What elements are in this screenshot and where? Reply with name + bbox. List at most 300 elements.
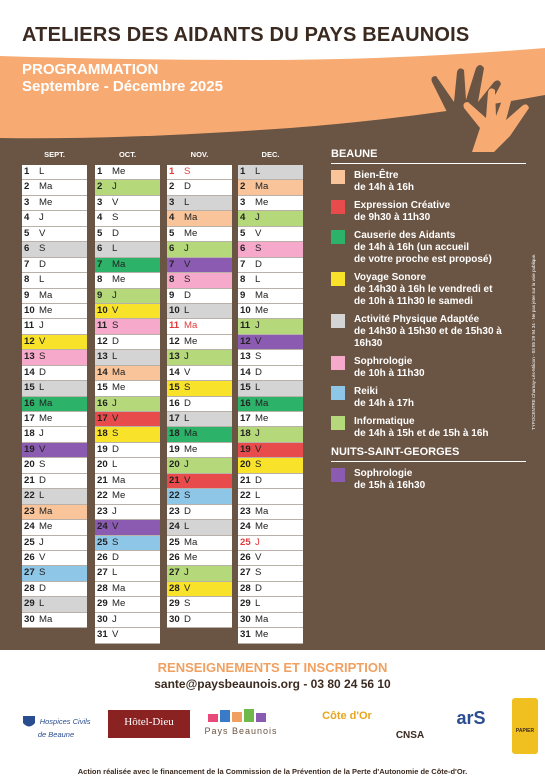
day-weekday: L xyxy=(255,490,261,502)
day-activity xyxy=(194,397,232,411)
day-activity xyxy=(122,597,160,611)
day-row xyxy=(238,489,303,504)
day-activity xyxy=(122,319,160,333)
day-activity xyxy=(49,180,87,194)
day-row xyxy=(167,489,232,504)
legend-title: Sophrologie xyxy=(354,356,413,367)
day-number: 22 xyxy=(97,490,108,502)
day-row xyxy=(95,566,160,581)
day-weekday: V xyxy=(184,582,191,594)
legend-schedule: de 10h à 11h30 xyxy=(354,368,425,379)
day-activity xyxy=(265,613,303,627)
cote-dor-label: Côte d'Or xyxy=(322,710,372,722)
day-activity xyxy=(122,582,160,596)
day-number: 9 xyxy=(97,289,103,301)
day-weekday: Ma xyxy=(39,613,53,625)
day-number: 23 xyxy=(169,505,180,517)
day-number: 5 xyxy=(240,227,246,239)
papier-logo xyxy=(512,698,538,754)
day-number: 1 xyxy=(169,166,175,177)
legend-title: Sophrologie xyxy=(354,468,413,479)
legend-title: Bien-Être xyxy=(354,170,399,181)
legend-item xyxy=(331,356,526,380)
day-number: 14 xyxy=(240,366,251,378)
day-weekday: L xyxy=(184,304,190,316)
day-weekday: Ma xyxy=(184,536,198,548)
day-activity xyxy=(122,304,160,318)
day-weekday: Ma xyxy=(39,397,53,409)
day-row xyxy=(22,412,87,427)
logos-row xyxy=(0,708,545,758)
day-row xyxy=(95,335,160,350)
day-number: 26 xyxy=(97,551,108,563)
day-row xyxy=(95,242,160,257)
day-number: 15 xyxy=(240,382,251,394)
hospices-emblem-icon xyxy=(21,714,37,730)
day-number: 17 xyxy=(24,413,35,424)
day-activity xyxy=(49,505,87,519)
day-row xyxy=(95,489,160,504)
day-activity xyxy=(265,443,303,457)
day-row xyxy=(22,196,87,211)
legend-schedule: de 14h à 17h xyxy=(354,398,415,409)
day-row xyxy=(22,180,87,195)
ars-label: arS xyxy=(456,708,486,728)
day-number: 25 xyxy=(97,536,108,548)
day-weekday: D xyxy=(184,613,191,625)
contact-line: sante@paysbeaunois.org - 03 80 24 56 10 xyxy=(154,677,391,691)
day-number: 10 xyxy=(240,304,251,316)
cnsa-logo xyxy=(380,708,440,741)
day-number: 2 xyxy=(169,181,175,193)
day-activity xyxy=(265,520,303,534)
day-weekday: D xyxy=(184,505,191,517)
day-number: 4 xyxy=(97,212,103,224)
day-activity xyxy=(122,443,160,457)
day-activity xyxy=(194,597,232,611)
day-row xyxy=(238,536,303,551)
day-number: 16 xyxy=(24,397,35,409)
day-activity xyxy=(122,335,160,349)
day-activity xyxy=(265,350,303,364)
legend-swatch xyxy=(331,314,345,328)
day-row xyxy=(95,289,160,304)
day-number: 1 xyxy=(24,166,30,177)
day-weekday: D xyxy=(39,582,46,594)
day-weekday: D xyxy=(112,551,119,563)
day-activity xyxy=(265,165,303,179)
day-number: 13 xyxy=(97,351,108,363)
day-number: 9 xyxy=(240,289,246,301)
day-activity xyxy=(194,335,232,349)
legend-swatch xyxy=(331,170,345,184)
month-label: OCT. xyxy=(118,150,137,159)
day-weekday: Me xyxy=(39,413,53,424)
day-activity xyxy=(49,319,87,333)
day-number: 29 xyxy=(240,598,251,610)
day-number: 19 xyxy=(240,443,251,455)
day-number: 8 xyxy=(240,274,246,286)
day-weekday: Ma xyxy=(184,212,198,224)
day-weekday: D xyxy=(255,474,262,486)
day-activity xyxy=(122,505,160,519)
day-number: 24 xyxy=(240,521,251,533)
day-row xyxy=(238,458,303,473)
day-activity xyxy=(265,273,303,287)
day-activity xyxy=(194,474,232,488)
day-weekday: Me xyxy=(112,166,126,177)
day-row xyxy=(95,350,160,365)
day-weekday: Ma xyxy=(39,289,53,301)
day-weekday: J xyxy=(39,320,44,332)
day-activity xyxy=(265,366,303,380)
day-number: 7 xyxy=(97,258,103,270)
day-activity xyxy=(194,165,232,179)
legend-title: Informatique xyxy=(354,416,415,427)
day-number: 24 xyxy=(169,521,180,533)
legend-text xyxy=(354,200,450,224)
day-weekday: S xyxy=(112,320,119,332)
day-activity xyxy=(49,289,87,303)
legend-item xyxy=(331,170,526,194)
day-activity xyxy=(122,397,160,411)
day-number: 10 xyxy=(169,304,180,316)
day-number: 6 xyxy=(169,243,175,255)
day-activity xyxy=(194,613,232,627)
day-row xyxy=(238,628,303,643)
day-weekday: V xyxy=(184,474,191,486)
day-row xyxy=(238,397,303,412)
day-activity xyxy=(49,412,87,426)
day-activity xyxy=(265,335,303,349)
day-weekday: J xyxy=(184,459,189,471)
day-weekday: D xyxy=(39,366,46,378)
day-row xyxy=(22,211,87,226)
day-weekday: Me xyxy=(255,521,269,533)
day-weekday: Me xyxy=(112,274,126,286)
day-weekday: V xyxy=(184,258,191,270)
day-weekday: J xyxy=(112,613,117,625)
day-weekday: V xyxy=(184,366,191,378)
day-activity xyxy=(194,242,232,256)
day-weekday: D xyxy=(255,582,262,594)
day-activity xyxy=(194,211,232,225)
legend-swatch xyxy=(331,386,345,400)
day-activity xyxy=(122,520,160,534)
day-row xyxy=(167,427,232,442)
pays-beaunois-logo xyxy=(200,708,282,736)
day-row xyxy=(167,443,232,458)
day-activity xyxy=(122,536,160,550)
day-number: 27 xyxy=(97,567,108,579)
day-row xyxy=(95,319,160,334)
day-activity xyxy=(265,566,303,580)
day-row xyxy=(95,165,160,180)
legend-schedule: 16h30 xyxy=(354,338,383,349)
day-weekday: S xyxy=(39,351,46,363)
day-number: 11 xyxy=(24,320,35,332)
day-activity xyxy=(49,258,87,272)
day-number: 21 xyxy=(24,474,35,486)
day-number: 17 xyxy=(169,413,180,424)
day-activity xyxy=(194,304,232,318)
day-row xyxy=(238,366,303,381)
day-number: 20 xyxy=(24,459,35,471)
day-activity xyxy=(49,165,87,179)
day-activity xyxy=(265,412,303,426)
day-row xyxy=(167,227,232,242)
day-weekday: S xyxy=(112,428,119,440)
day-activity xyxy=(122,381,160,395)
day-number: 12 xyxy=(24,335,35,347)
day-row xyxy=(22,443,87,458)
day-weekday: S xyxy=(255,243,262,255)
day-number: 24 xyxy=(97,521,108,533)
day-row xyxy=(95,211,160,226)
day-activity xyxy=(265,597,303,611)
day-number: 21 xyxy=(169,474,180,486)
day-activity xyxy=(122,350,160,364)
day-number: 19 xyxy=(24,443,35,455)
day-activity xyxy=(265,505,303,519)
day-row xyxy=(167,304,232,319)
day-activity xyxy=(49,366,87,380)
day-activity xyxy=(265,180,303,194)
day-weekday: V xyxy=(39,335,46,347)
day-weekday: Ma xyxy=(112,474,126,486)
day-activity xyxy=(194,366,232,380)
day-row xyxy=(167,520,232,535)
day-weekday: V xyxy=(255,551,262,563)
day-row xyxy=(238,304,303,319)
day-weekday: D xyxy=(255,258,262,270)
day-number: 2 xyxy=(24,181,30,193)
day-number: 12 xyxy=(240,335,251,347)
day-weekday: Ma xyxy=(39,181,53,193)
subtitle-programmation: PROGRAMMATION xyxy=(22,61,159,78)
legend-item xyxy=(331,230,526,266)
day-row xyxy=(95,366,160,381)
day-row xyxy=(95,196,160,211)
day-weekday: J xyxy=(39,212,44,224)
day-row xyxy=(22,551,87,566)
day-activity xyxy=(194,582,232,596)
hands-illustration xyxy=(402,52,532,152)
day-activity xyxy=(265,381,303,395)
day-row xyxy=(238,474,303,489)
day-row xyxy=(95,273,160,288)
day-row xyxy=(238,319,303,334)
day-number: 20 xyxy=(240,459,251,471)
day-row xyxy=(238,258,303,273)
day-number: 19 xyxy=(97,443,108,455)
day-weekday: J xyxy=(112,397,117,409)
day-row xyxy=(22,597,87,612)
day-activity xyxy=(265,474,303,488)
day-weekday: L xyxy=(39,274,45,286)
day-row xyxy=(95,227,160,242)
day-number: 5 xyxy=(24,227,30,239)
day-number: 6 xyxy=(97,243,103,255)
day-row xyxy=(95,505,160,520)
legend-section-beaune: BEAUNE xyxy=(331,148,526,164)
day-number: 22 xyxy=(169,490,180,502)
day-number: 23 xyxy=(97,505,108,517)
legend-schedule: de 15h à 16h30 xyxy=(354,480,426,491)
day-activity xyxy=(49,227,87,241)
day-number: 24 xyxy=(24,521,35,533)
day-weekday: Me xyxy=(39,196,53,208)
day-number: 8 xyxy=(97,274,103,286)
day-weekday: D xyxy=(39,474,46,486)
day-number: 26 xyxy=(24,551,35,563)
day-weekday: S xyxy=(112,212,119,224)
day-activity xyxy=(194,319,232,333)
day-row xyxy=(22,536,87,551)
day-number: 27 xyxy=(24,567,35,579)
day-weekday: Ma xyxy=(184,320,198,332)
day-row xyxy=(167,366,232,381)
day-activity xyxy=(194,566,232,580)
day-row xyxy=(95,397,160,412)
legend-text xyxy=(354,356,425,380)
day-weekday: L xyxy=(112,567,118,579)
day-number: 25 xyxy=(24,536,35,548)
day-weekday: V xyxy=(112,521,119,533)
day-weekday: Me xyxy=(255,196,269,208)
day-number: 4 xyxy=(240,212,246,224)
hospices-label: Hospices Civils de Beaune xyxy=(37,717,91,739)
day-number: 16 xyxy=(97,397,108,409)
day-activity xyxy=(49,520,87,534)
day-weekday: L xyxy=(184,521,190,533)
day-number: 21 xyxy=(97,474,108,486)
day-number: 1 xyxy=(97,166,103,177)
day-activity xyxy=(49,335,87,349)
day-row xyxy=(167,536,232,551)
day-row xyxy=(22,165,87,180)
day-number: 13 xyxy=(240,351,251,363)
day-row xyxy=(167,551,232,566)
legend-schedule: de 14h à 16h (un accueil xyxy=(354,242,470,253)
programmation-heading xyxy=(22,61,223,95)
day-activity xyxy=(194,273,232,287)
legend-schedule: de 14h à 15h et de 15h à 16h xyxy=(354,428,489,439)
day-weekday: V xyxy=(39,551,46,563)
day-activity xyxy=(194,520,232,534)
day-row xyxy=(167,165,232,180)
day-number: 22 xyxy=(24,490,35,502)
day-weekday: Ma xyxy=(255,289,269,301)
day-row xyxy=(238,412,303,427)
day-number: 14 xyxy=(24,366,35,378)
day-weekday: D xyxy=(112,227,119,239)
day-activity xyxy=(194,427,232,441)
legend-text xyxy=(354,170,414,194)
day-number: 10 xyxy=(24,304,35,316)
day-row xyxy=(22,582,87,597)
day-number: 2 xyxy=(240,181,246,193)
day-activity xyxy=(194,412,232,426)
info-heading: RENSEIGNEMENTS ET INSCRIPTION xyxy=(157,660,388,675)
day-row xyxy=(22,458,87,473)
day-weekday: L xyxy=(112,459,118,471)
day-row xyxy=(167,458,232,473)
day-row xyxy=(238,551,303,566)
day-number: 12 xyxy=(169,335,180,347)
day-weekday: Me xyxy=(184,335,198,347)
day-row xyxy=(167,566,232,581)
day-row xyxy=(95,427,160,442)
day-weekday: D xyxy=(184,289,191,301)
day-row xyxy=(22,613,87,628)
day-row xyxy=(22,304,87,319)
day-row xyxy=(238,180,303,195)
legend-item xyxy=(331,386,526,410)
day-weekday: L xyxy=(112,351,118,363)
day-row xyxy=(238,427,303,442)
day-row xyxy=(22,289,87,304)
day-weekday: J xyxy=(184,243,189,255)
day-weekday: Ma xyxy=(255,613,269,625)
day-row xyxy=(95,628,160,643)
day-activity xyxy=(194,289,232,303)
day-row xyxy=(167,597,232,612)
day-weekday: J xyxy=(255,536,260,548)
day-number: 1 xyxy=(240,166,246,177)
day-weekday: L xyxy=(255,598,261,610)
day-number: 11 xyxy=(240,320,251,332)
day-weekday: S xyxy=(112,536,119,548)
day-row xyxy=(238,582,303,597)
day-weekday: Ma xyxy=(112,258,126,270)
day-row xyxy=(167,381,232,396)
day-activity xyxy=(122,211,160,225)
day-activity xyxy=(265,319,303,333)
day-activity xyxy=(122,474,160,488)
day-weekday: Ma xyxy=(255,397,269,409)
day-activity xyxy=(49,443,87,457)
day-weekday: L xyxy=(112,243,118,255)
day-row xyxy=(167,350,232,365)
day-weekday: Ma xyxy=(112,582,126,594)
day-row xyxy=(95,597,160,612)
legend-swatch xyxy=(331,356,345,370)
legend-schedule: de 14h à 16h xyxy=(354,182,415,193)
day-activity xyxy=(194,489,232,503)
day-number: 2 xyxy=(97,181,103,193)
day-row xyxy=(167,289,232,304)
day-activity xyxy=(122,273,160,287)
day-weekday: D xyxy=(39,258,46,270)
day-activity xyxy=(265,211,303,225)
day-number: 11 xyxy=(97,320,108,332)
day-number: 7 xyxy=(169,258,175,270)
day-number: 5 xyxy=(97,227,103,239)
day-number: 26 xyxy=(240,551,251,563)
day-number: 25 xyxy=(169,536,180,548)
day-activity xyxy=(265,196,303,210)
day-weekday: Me xyxy=(255,304,269,316)
day-activity xyxy=(49,474,87,488)
day-weekday: V xyxy=(39,227,46,239)
day-row xyxy=(95,304,160,319)
day-row xyxy=(95,412,160,427)
day-row xyxy=(238,613,303,628)
day-weekday: J xyxy=(112,505,117,517)
day-activity xyxy=(49,304,87,318)
day-weekday: L xyxy=(255,382,261,394)
